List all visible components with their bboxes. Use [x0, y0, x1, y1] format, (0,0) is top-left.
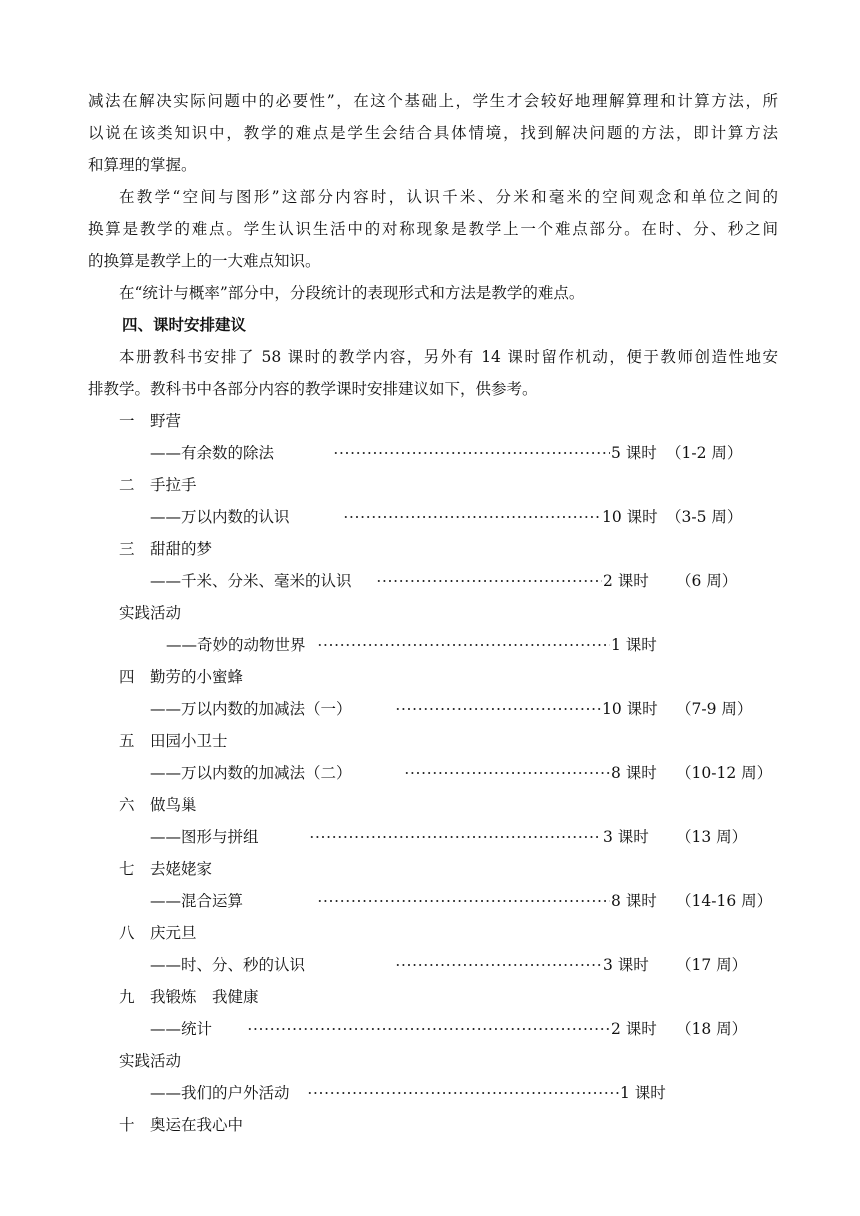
paragraph-line: 换算是教学的难点。学生认识生活中的对称现象是教学上一个难点部分。在时、分、秒之间	[88, 220, 778, 238]
unit-topic: ——我们的户外活动	[150, 1084, 290, 1102]
unit-title: 九 我锻炼 我健康	[119, 988, 259, 1006]
unit-title: 六 做鸟巢	[119, 796, 197, 814]
unit-title: 实践活动	[119, 1052, 182, 1070]
dot-leader	[307, 1092, 619, 1094]
unit-weeks: （18 周）	[676, 1020, 748, 1038]
unit-topic: ——千米、分米、毫米的认识	[150, 572, 352, 590]
unit-weeks: （17 周）	[676, 956, 748, 974]
unit-weeks: （13 周）	[676, 828, 748, 846]
unit-hours: 8 课时	[611, 764, 657, 782]
dot-leader	[395, 964, 601, 966]
unit-hours: 1 课时	[620, 1084, 666, 1102]
unit-topic: ——奇妙的动物世界	[166, 636, 306, 654]
unit-title: 四 勤劳的小蜜蜂	[119, 668, 244, 686]
dot-leader	[317, 644, 610, 646]
unit-title: 十 奥运在我心中	[119, 1116, 244, 1134]
paragraph-line: 和算理的掌握。	[88, 156, 197, 174]
unit-hours: 5 课时	[611, 444, 657, 462]
paragraph-line: 的换算是教学上的一大难点知识。	[88, 252, 321, 270]
paragraph-line: 在教学“空间与图形”这部分内容时，认识千米、分米和毫米的空间观念和单位之间的	[119, 188, 778, 206]
paragraph-line: 以说在该类知识中，教学的难点是学生会结合具体情境，找到解决问题的方法，即计算方法	[88, 124, 778, 142]
unit-title: 七 去姥姥家	[119, 860, 213, 878]
unit-topic: ——有余数的除法	[150, 444, 275, 462]
dot-leader	[395, 708, 601, 710]
unit-hours: 10 课时	[602, 508, 658, 526]
paragraph-line: 在“统计与概率”部分中，分段统计的表现形式和方法是教学的难点。	[119, 284, 585, 302]
unit-topic: ——万以内数的加减法（二）	[150, 764, 352, 782]
unit-weeks: （10-12 周）	[676, 764, 773, 782]
paragraph-line: 减法在解决实际问题中的必要性”，在这个基础上，学生才会较好地理解算理和计算方法，所	[88, 92, 778, 110]
unit-topic: ——统计	[150, 1020, 213, 1038]
unit-hours: 2 课时	[611, 1020, 657, 1038]
dot-leader	[376, 580, 602, 582]
unit-topic: ——万以内数的认识	[150, 508, 290, 526]
unit-title: 五 田园小卫士	[119, 732, 228, 750]
unit-hours: 3 课时	[603, 956, 649, 974]
section-heading: 四、课时安排建议	[122, 315, 247, 334]
unit-hours: 10 课时	[602, 700, 658, 718]
unit-topic: ——万以内数的加减法（一）	[150, 700, 352, 718]
unit-title: 三 甜甜的梦	[119, 540, 213, 558]
unit-weeks: （14-16 周）	[676, 892, 773, 910]
unit-weeks: （3-5 周）	[666, 508, 743, 526]
unit-hours: 1 课时	[611, 636, 657, 654]
unit-weeks: （1-2 周）	[666, 444, 743, 462]
unit-topic: ——时、分、秒的认识	[150, 956, 306, 974]
unit-hours: 8 课时	[611, 892, 657, 910]
dot-leader	[333, 452, 610, 454]
dot-leader	[309, 836, 601, 838]
paragraph-line: 本册教科书安排了 58 课时的教学内容，另外有 14 课时留作机动，便于教师创造性地安	[119, 348, 778, 366]
unit-title: 二 手拉手	[119, 476, 197, 494]
unit-topic: ——混合运算	[150, 892, 244, 910]
unit-title: 实践活动	[119, 604, 182, 622]
unit-weeks: （6 周）	[676, 572, 738, 590]
paragraph-line: 排教学。教科书中各部分内容的教学课时安排建议如下，供参考。	[88, 380, 538, 398]
unit-hours: 3 课时	[603, 828, 649, 846]
unit-title: 八 庆元旦	[119, 924, 197, 942]
dot-leader	[404, 772, 610, 774]
unit-topic: ——图形与拼组	[150, 828, 259, 846]
dot-leader	[343, 516, 601, 518]
unit-hours: 2 课时	[603, 572, 649, 590]
unit-weeks: （7-9 周）	[676, 700, 753, 718]
dot-leader	[247, 1028, 610, 1030]
dot-leader	[317, 900, 610, 902]
unit-title: 一 野营	[119, 412, 182, 430]
